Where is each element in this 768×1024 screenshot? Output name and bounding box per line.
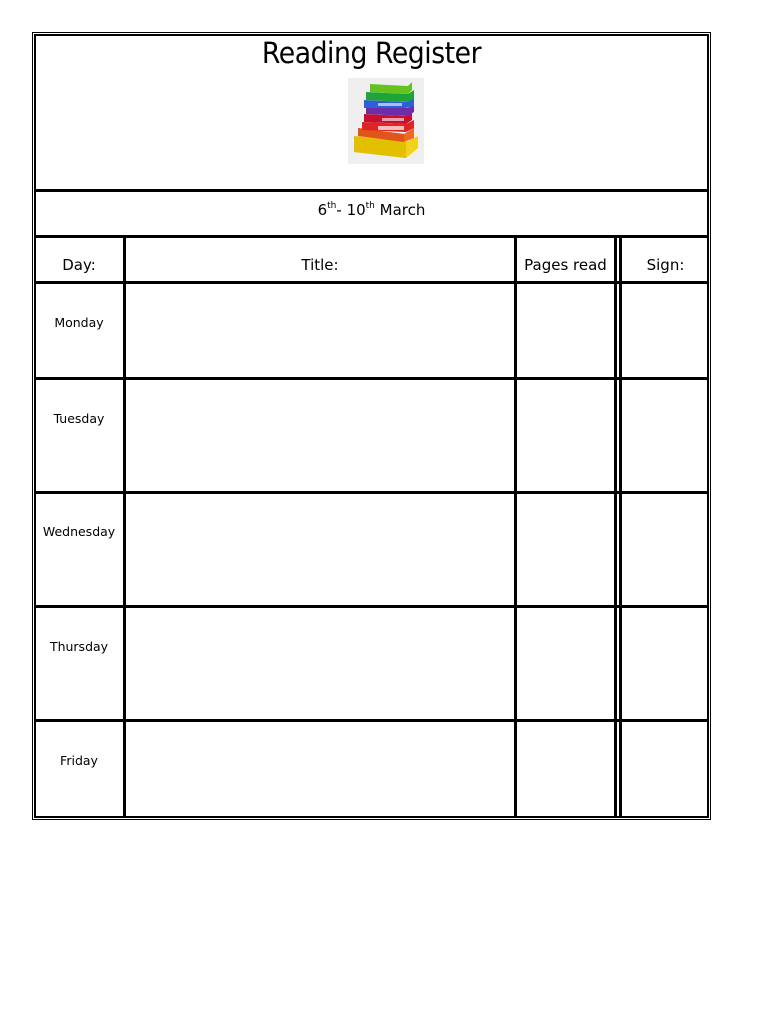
divider-date-columns [34, 235, 709, 238]
page-title: Reading Register [261, 36, 482, 70]
column-header-sign: Sign: [646, 256, 685, 274]
divider-header-date [34, 189, 709, 192]
row-label-tuesday: Tuesday [53, 411, 105, 426]
divider-tuesday-wednesday [34, 491, 709, 494]
date-separator: - [336, 201, 347, 219]
reading-register-sheet [34, 34, 709, 818]
divider-monday-tuesday [34, 377, 709, 380]
row-label-wednesday: Wednesday [42, 524, 116, 539]
divider-wednesday-thursday [34, 605, 709, 608]
date-start-day: 6 [317, 201, 328, 219]
divider-columns-monday [34, 281, 709, 284]
stack-of-books-icon [348, 78, 424, 164]
column-header-pages-read: Pages read [524, 256, 607, 274]
date-end-suffix: th [365, 201, 375, 211]
date-start-suffix: th [327, 201, 337, 211]
divider-title-pages [514, 235, 517, 817]
date-end-day: 10 [346, 201, 366, 219]
column-header-day: Day: [62, 256, 96, 274]
date-month: March [379, 201, 426, 219]
date-range [34, 201, 709, 219]
divider-pages-sign-b [619, 235, 622, 817]
row-label-monday: Monday [54, 315, 104, 330]
row-label-friday: Friday [60, 753, 98, 768]
divider-thursday-friday [34, 719, 709, 722]
column-header-title: Title: [301, 256, 339, 274]
divider-pages-sign-a [614, 235, 617, 817]
row-label-thursday: Thursday [49, 639, 109, 654]
stack-of-books-graphic [348, 78, 424, 164]
